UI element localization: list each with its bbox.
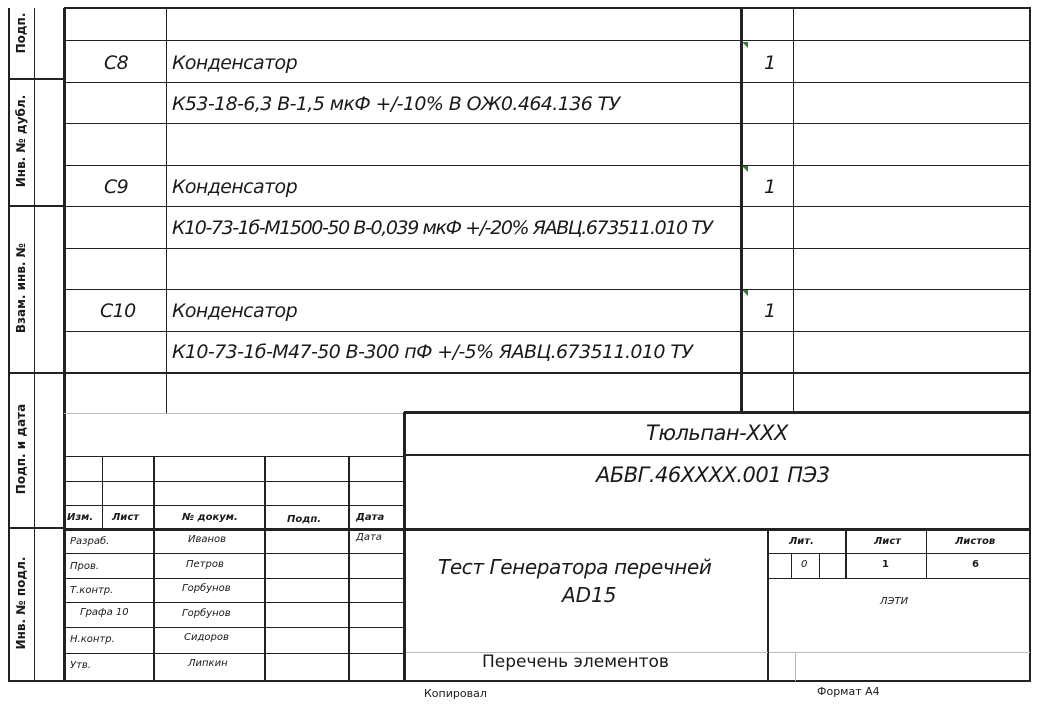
header-sign: Подп. — [287, 514, 322, 525]
organization: ЛЭТИ — [880, 596, 909, 607]
side-label-replace-inv: Взам. инв. № — [14, 242, 28, 334]
signer-name: Иванов — [188, 534, 227, 545]
side-label-sign: Подп. — [14, 12, 28, 54]
project-name: Тюльпан-XXX — [646, 421, 788, 445]
signer-role: Утв. — [70, 660, 91, 671]
signer-name: Петров — [186, 559, 224, 570]
sheets-header: Листов — [955, 536, 996, 547]
sheet-header: Лист — [874, 536, 902, 547]
table-row-spec: К53-18-6,3 В-1,5 мкФ +/-10% В ОЖ0.464.136 ТУ — [172, 93, 620, 115]
table-row-pos: C10 — [100, 300, 136, 322]
cell-marker — [742, 290, 748, 296]
document-title-line1: Тест Генератора перечней — [438, 555, 712, 579]
lit-header: Лит. — [789, 536, 814, 547]
document-designation: АБВГ.46XXXX.001 ПЭ3 — [596, 463, 830, 487]
table-row-name: Конденсатор — [172, 52, 298, 74]
header-doc-no: № докум. — [182, 512, 238, 523]
table-row-qty: 1 — [764, 300, 776, 322]
signer-role: Т.контр. — [70, 585, 114, 596]
table-row-spec: К10-73-1б-М1500-50 В-0,039 мкФ +/-20% ЯАВЦ.673511.010 ТУ — [172, 217, 712, 239]
signer-name: Липкин — [188, 658, 228, 669]
signer-role: Разраб. — [70, 536, 110, 547]
format-label: Формат А4 — [817, 685, 880, 698]
signer-name: Горбунов — [182, 583, 231, 594]
header-izm: Изм. — [67, 512, 94, 523]
copied-label: Копировал — [424, 687, 487, 700]
cell-marker — [742, 42, 748, 48]
side-label-sign-date: Подп. и дата — [14, 403, 28, 495]
table-row-pos: C9 — [104, 176, 129, 198]
document-name: Перечень элементов — [482, 652, 669, 672]
signer-date: Дата — [356, 532, 382, 543]
signer-name: Сидоров — [184, 632, 229, 643]
header-list: Лист — [112, 512, 140, 523]
signer-role: Графа 10 — [80, 607, 129, 618]
table-row-spec: К10-73-1б-М47-50 В-300 пФ +/-5% ЯАВЦ.673511.010 ТУ — [172, 341, 693, 363]
table-row-name: Конденсатор — [172, 176, 298, 198]
table-row-name: Конденсатор — [172, 300, 298, 322]
table-row-pos: C8 — [104, 52, 129, 74]
table-row-qty: 1 — [764, 52, 776, 74]
header-date: Дата — [356, 512, 385, 523]
sheets-value: 6 — [972, 559, 979, 570]
sheet-value: 1 — [882, 559, 889, 570]
table-row-qty: 1 — [764, 176, 776, 198]
cell-marker — [742, 166, 748, 172]
side-label-orig-inv: Инв. № подл. — [14, 556, 28, 650]
document-title-line2: AD15 — [562, 583, 617, 607]
side-label-dup-inv: Инв. № дубл. — [14, 94, 28, 188]
lit-value: 0 — [801, 559, 808, 570]
signer-role: Пров. — [70, 561, 100, 572]
signer-role: Н.контр. — [70, 634, 115, 645]
signer-name: Горбунов — [182, 608, 231, 619]
